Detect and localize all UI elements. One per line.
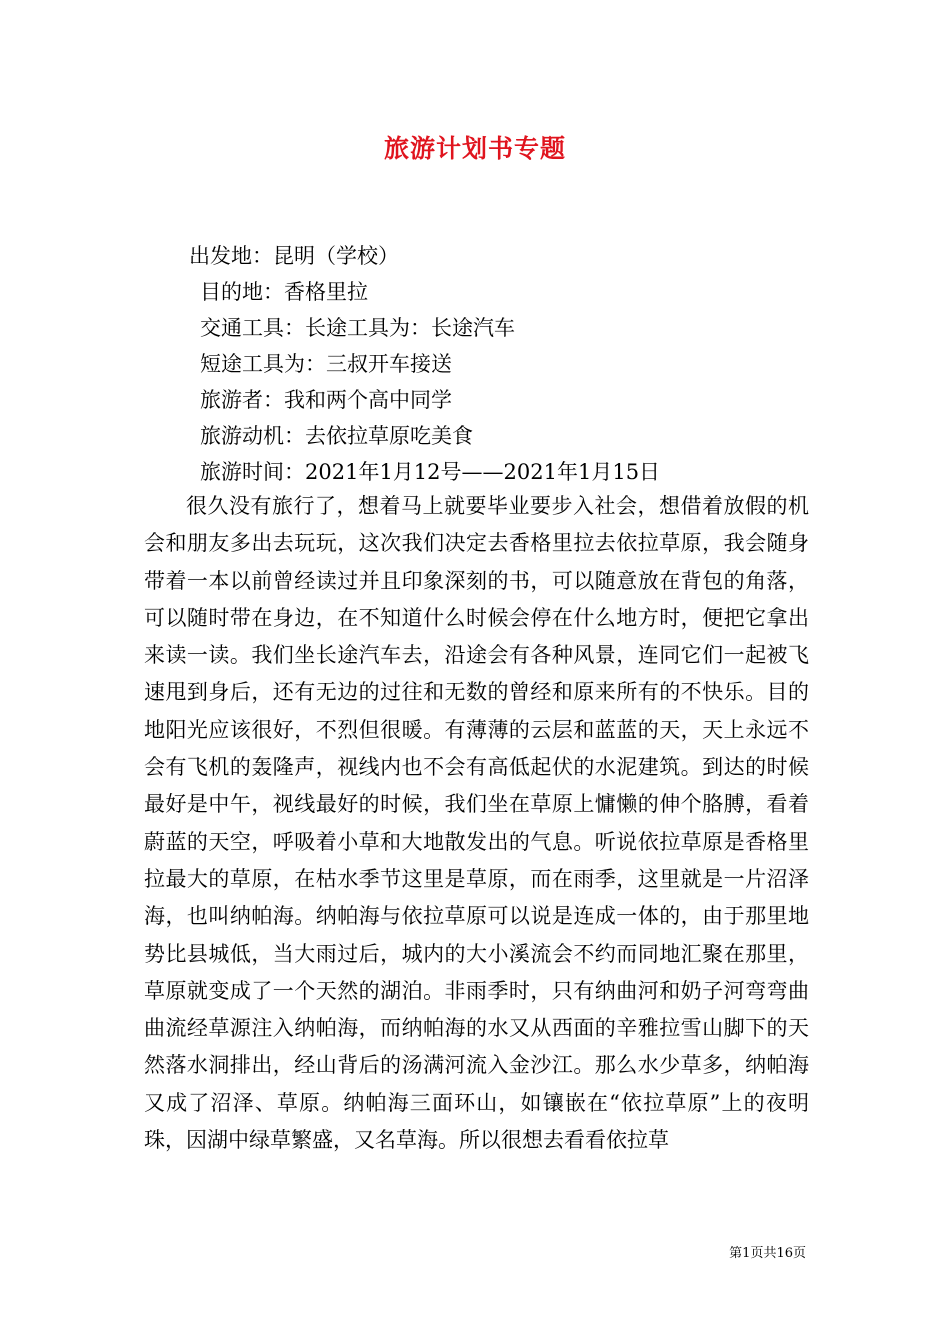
info-line-travelers: 旅游者：我和两个高中同学 — [200, 388, 452, 412]
info-line-time: 旅游时间：2021年1月12号——2021年1月15日 — [200, 460, 661, 484]
body-paragraph: 很久没有旅行了，想着马上就要毕业要步入社会，想借着放假的机会和朋友多出去玩玩，这次我们决定去香格里拉去依拉草原，我会随身带着一本以前曾经读过并且印象深刻的书，可以随意放在背包的角落，可以随时带在身边，在不知道什么时候会停在什么地方时，便把它拿出来读一读。我们坐长途汽车去，沿途会有各种风景，连同它们一起被飞速甩到身后，还有无边的过往和无数的曾经和原来所有的不快乐。目的地阳光应该很好，不烈但很暖。有薄薄的云层和蓝蓝的天，天上永远不会有飞机的轰隆声，视线内也不会有高低起伏的水泥建筑。到达的时候最好是中午，视线最好的时候，我们坐在草原上慵懒的伸个胳膊，看着蔚蓝的天空，呼吸着小草和大地散发出的气息。听说依拉草原是香格里拉最大的草原，在枯水季节这里是草原，而在雨季，这里就是一片沼泽海，也叫纳帕海。纳帕海与依拉草原可以说是连成一体的，由于那里地势比县城低，当大雨过后，城内的大小溪流会不约而同地汇聚在那里，草原就变成了一个天然的湖泊。非雨季时，只有纳曲河和奶子河弯弯曲曲流经草源注入纳帕海，而纳帕海的水又从西面的辛雅拉雪山脚下的天然落水洞排出，经山背后的汤满河流入金沙江。那么水少草多，纳帕海又成了沼泽、草原。纳帕海三面环山，如镶嵌在“依拉草原”上的夜明珠，因湖中绿草繁盛，又名草海。所以很想去看看依拉草 — [144, 494, 809, 1153]
info-line-destination: 目的地：香格里拉 — [200, 280, 368, 304]
document-title: 旅游计划书专题 — [383, 134, 566, 163]
info-line-departure: 出发地：昆明（学校） — [189, 244, 399, 268]
info-line-short-transport: 短途工具为：三叔开车接送 — [200, 352, 452, 376]
info-line-transport: 交通工具：长途工具为：长途汽车 — [200, 316, 515, 340]
info-line-motivation: 旅游动机：去依拉草原吃美食 — [200, 424, 473, 448]
page-footer: 第1页共16页 — [729, 1246, 806, 1261]
